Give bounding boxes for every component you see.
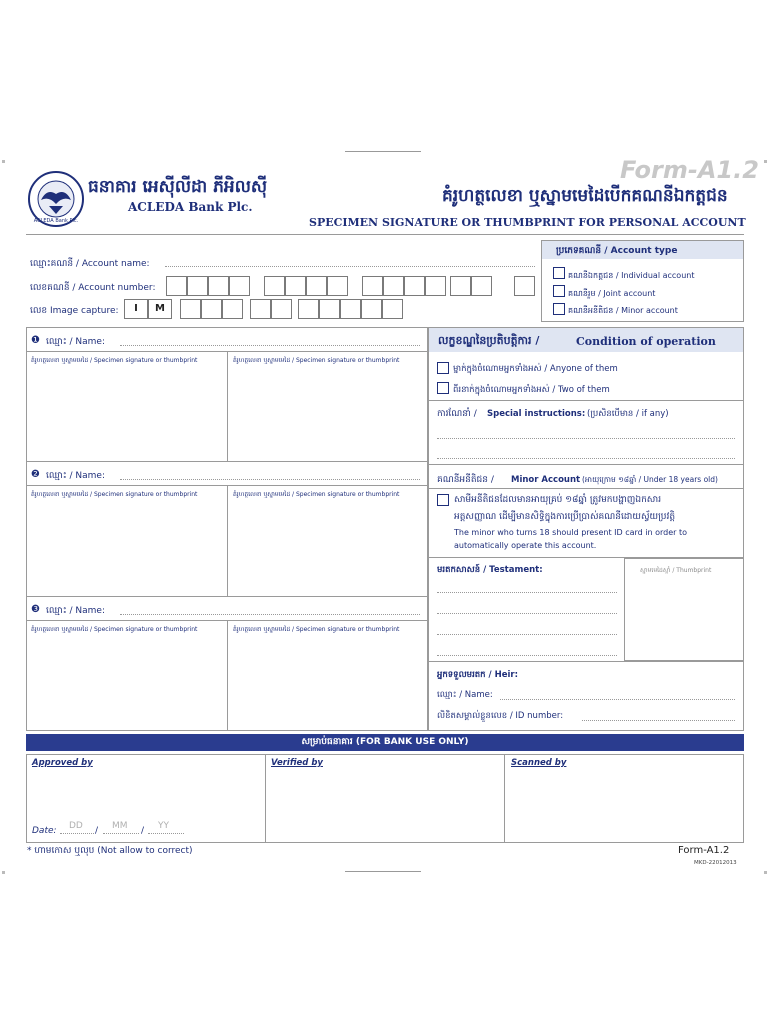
minor-note: (អាយុក្រោម ១៨ឆ្នាំ / Under 18 years old): [582, 475, 718, 484]
date-slash-2: /: [141, 826, 145, 836]
verified-by-label[interactable]: Verified by: [271, 758, 323, 768]
date-dd-line[interactable]: [60, 833, 94, 834]
image-capture-label: លេខ Image capture:: [30, 306, 119, 316]
date-dd: DD: [69, 821, 83, 831]
signer-2-sig-label-b: គំរូហត្ថលេខា ឬស្នាមមេដៃ / Specimen signature or thumbprint: [233, 491, 400, 498]
signer-1-number: ❶: [31, 335, 40, 346]
svg-text:ACLEDA Bank Plc.: ACLEDA Bank Plc.: [33, 218, 79, 224]
date-yy: YY: [158, 821, 169, 831]
testament-line-4[interactable]: [437, 655, 617, 656]
signer-2-signature-area-b[interactable]: [228, 500, 427, 596]
signer-1-sig-label-a: គំរូហត្ថលេខា ឬស្នាមមេដៃ / Specimen signature or thumbprint: [31, 357, 198, 364]
left-tick-bottom: [2, 871, 5, 874]
account-number-boxes[interactable]: [166, 276, 536, 296]
special-line-1[interactable]: [437, 438, 735, 439]
date-yy-line[interactable]: [148, 833, 184, 834]
right-tick-top: [764, 160, 767, 163]
signer-1-signature-area-a[interactable]: [27, 366, 227, 461]
signer-1-signature-area-b[interactable]: [228, 366, 427, 461]
minor-account-checkbox[interactable]: [553, 303, 565, 315]
account-number-label: លេខគណនី / Account number:: [30, 283, 156, 293]
signer-3-name-line[interactable]: [120, 614, 420, 615]
minor-consent-checkbox[interactable]: [437, 494, 449, 506]
signer-2-signature-area-a[interactable]: [27, 500, 227, 596]
two-of-them-label: ពីរនាក់ក្នុងចំណោមអ្នកទាំងអស់ / Two of them: [453, 385, 610, 395]
signer-2-name-line[interactable]: [120, 479, 420, 480]
signer-3-sig-label-b: គំរូហត្ថលេខា ឬស្នាមមេដៃ / Specimen signature or thumbprint: [233, 626, 400, 633]
signer-2-sig-label-a: គំរូហត្ថលេខា ឬស្នាមមេដៃ / Specimen signature or thumbprint: [31, 491, 198, 498]
condition-title-en: Condition of operation: [576, 335, 716, 348]
signer-1-name-label: ឈ្មោះ / Name:: [46, 337, 105, 347]
special-label-kh: ការណែនាំ /: [437, 409, 477, 419]
individual-account-label: គណនីឯកត្តជន / Individual account: [568, 271, 695, 280]
anyone-checkbox[interactable]: [437, 362, 449, 374]
thumbprint-label: ស្នាមមេដៃស្តាំ / Thumbprint: [640, 567, 712, 574]
top-rule: [345, 151, 421, 152]
footer-form-code: Form-A1.2: [678, 845, 730, 856]
minor-label-kh: គណនីអនីតិជន /: [437, 475, 494, 485]
approved-by-label[interactable]: Approved by: [32, 758, 93, 768]
scanned-by-label[interactable]: Scanned by: [511, 758, 567, 768]
joint-account-label: គណនីរួម / Joint account: [568, 289, 656, 298]
form-code: Form-A1.2: [620, 156, 759, 184]
acleda-logo: [27, 170, 85, 228]
special-line-2[interactable]: [437, 458, 735, 459]
anyone-label: ម្នាក់ក្នុងចំណោមអ្នកទាំងអស់ / Anyone of them: [453, 364, 618, 374]
footer-note: * ហាមកោស ឬលុប (Not allow to correct): [27, 846, 193, 856]
signer-3-name-label: ឈ្មោះ / Name:: [46, 606, 105, 616]
signer-3-signature-area-a[interactable]: [27, 635, 227, 730]
heir-id-line[interactable]: [582, 720, 735, 721]
right-tick-bottom: [764, 871, 767, 874]
heir-id-label: លិខិតសម្គាល់ខ្លួនលេខ / ID number:: [437, 711, 564, 721]
testament-line-3[interactable]: [437, 634, 617, 635]
image-prefix-i: I: [124, 299, 148, 319]
bank-name-kh: ធនាគារ អេស៊ីលីដា ភីអិលស៊ី: [88, 177, 268, 197]
account-name-line[interactable]: [165, 266, 535, 267]
title-kh: គំរូហត្ថលេខា ឬស្នាមមេដៃបើកគណនីឯកត្តជន: [442, 186, 728, 206]
heir-name-label: ឈ្មោះ / Name:: [437, 690, 493, 700]
signer-1-sig-label-b: គំរូហត្ថលេខា ឬស្នាមមេដៃ / Specimen signature or thumbprint: [233, 357, 400, 364]
date-slash-1: /: [95, 826, 99, 836]
signer-2-name-label: ឈ្មោះ / Name:: [46, 471, 105, 481]
two-of-them-checkbox[interactable]: [437, 382, 449, 394]
individual-account-checkbox[interactable]: [553, 267, 565, 279]
date-mm-line[interactable]: [103, 833, 139, 834]
heir-label: អ្នកទទួលមរតក / Heir:: [437, 670, 518, 680]
footer-ref: MKD-22012013: [694, 860, 737, 866]
minor-en-line-2: automatically operate this account.: [454, 541, 597, 550]
testament-label: មរតកសាសន៍ / Testament:: [437, 565, 543, 575]
condition-title-kh: លក្ខខណ្ឌនៃប្រតិបត្តិការ /: [438, 334, 540, 347]
testament-line-1[interactable]: [437, 592, 617, 593]
header-rule: [26, 234, 744, 235]
signer-3-sig-label-a: គំរូហត្ថលេខា ឬស្នាមមេដៃ / Specimen signature or thumbprint: [31, 626, 198, 633]
special-label-en: Special instructions:: [487, 409, 586, 419]
minor-kh-line-2: អត្តសញ្ញាណ ដើម្បីមានសិទ្ធិក្នុងការប្រើប្រាស់គណនីដោយស្វ័យប្រវត្តិ: [454, 512, 676, 522]
special-note: (ប្រសិនបើមាន / if any): [587, 409, 669, 419]
left-tick-top: [2, 160, 5, 163]
testament-line-2[interactable]: [437, 613, 617, 614]
minor-label-en: Minor Account: [511, 475, 581, 485]
bank-use-title: សម្រាប់ធនាគារ (FOR BANK USE ONLY): [301, 737, 469, 747]
signer-3-signature-area-b[interactable]: [228, 635, 427, 730]
joint-account-checkbox[interactable]: [553, 285, 565, 297]
image-capture-boxes[interactable]: [124, 299, 414, 319]
minor-en-line-1: The minor who turns 18 should present ID card in order to: [454, 528, 688, 537]
bottom-rule: [345, 871, 421, 872]
bank-name-en: ACLEDA Bank Plc.: [128, 200, 253, 214]
signer-2-number: ❷: [31, 469, 40, 480]
minor-kh-line-1: សាមីអនីតិជនដែលមានអាយុគ្រប់ ១៨ឆ្នាំ ត្រូវមកបង្ហាញឯកសារ: [454, 495, 662, 505]
account-type-title: ប្រភេទគណនី / Account type: [556, 246, 678, 256]
title-en: SPECIMEN SIGNATURE OR THUMBPRINT FOR PERSONAL ACCOUNT: [309, 216, 746, 229]
date-mm: MM: [112, 821, 128, 831]
minor-account-label: គណនីអនីតិជន / Minor account: [568, 306, 678, 315]
signer-3-number: ❸: [31, 604, 40, 615]
signer-1-name-line[interactable]: [120, 345, 420, 346]
heir-name-line[interactable]: [500, 699, 735, 700]
image-prefix-m: M: [148, 299, 172, 319]
account-name-label: ឈ្មោះគណនី / Account name:: [30, 259, 150, 269]
bank-use-box: [26, 754, 744, 843]
date-label: Date:: [32, 826, 57, 836]
